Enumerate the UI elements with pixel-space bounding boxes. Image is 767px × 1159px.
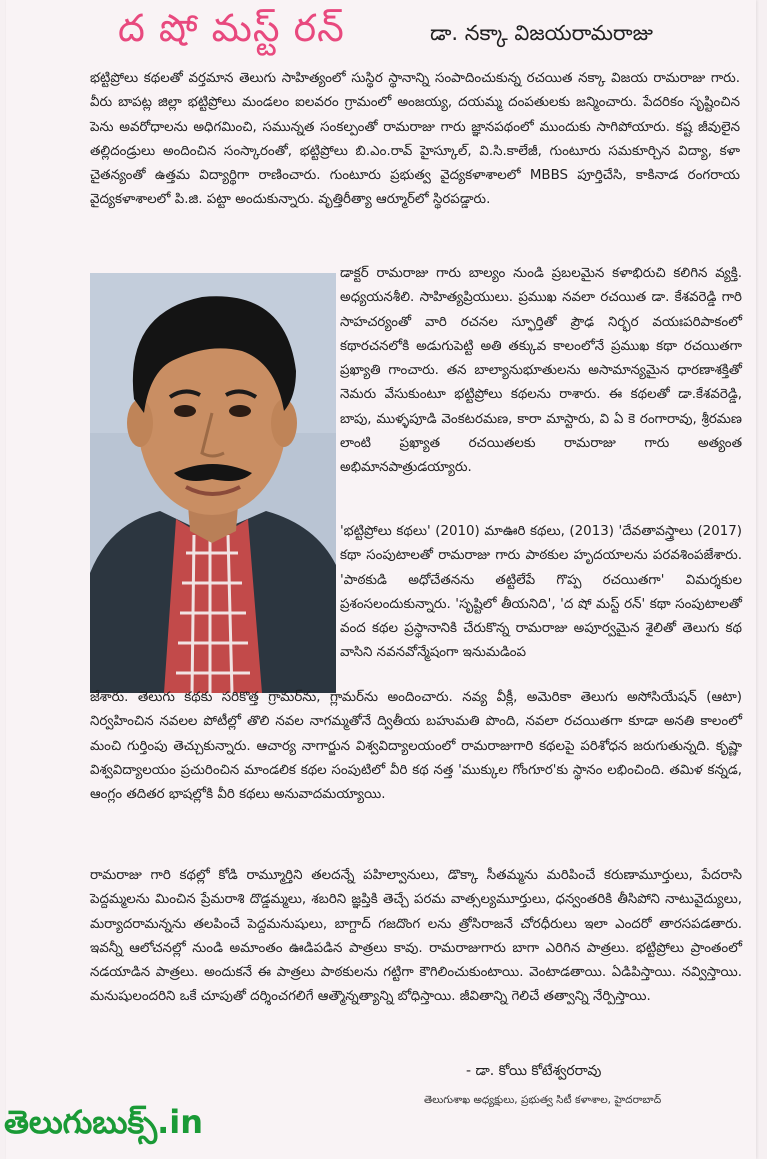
site-watermark: తెలుగుబుక్స్.in — [4, 1103, 204, 1141]
book-back-cover — [6, 0, 756, 1159]
characters-paragraph: రామరాజు గారి కథల్లో కోడి రామ్మూర్తిని తలదన్నే పహిల్వానులు, డొక్కా సీతమ్మను మరిపించే కరుణామూర్తులు, పేదరాసి పెద్దమ్మలను మించిన ప్రేమరాశి దొడ్డమ్మలు, శబరిని జ్ఞప్తికి తెచ్చే పరమ వాత్సల్యమూర్తులు, ధన్వంతరికి తీసిపోని నాటువైద్యులు, మర్యాదరామన్నను తలపించే పెద్దమనుషులు, బాగ్దాద్ గజదొంగ లను త్రోసిరాజనే చోరధీరులు ఇలా ఎందరో తారసపడతారు. ఇవన్నీ ఆలోచనల్లో నుండి అమాంతం ఊడిపడిన పాత్రలు కావు. రామరాజుగారు బాగా ఎరిగిన పాత్రలు. భట్టిప్రోలు ప్రాంతంలో నడయాడిన పాత్రలు. అందుకనే ఈ పాత్రలు పాఠకులను గట్టిగా కౌగిలించుకుంటాయి. వెంటాడతాయి. ఏడిపిస్తాయి. నవ్విస్తాయి. మనుషులందరిని ఒకే చూపుతో దర్శించగలిగే ఆత్మౌన్నత్యాన్ని బోధిస్తాయి. జీవితాన్ని గెలిచే తత్వాన్ని నేర్పిస్తాయి. — [90, 868, 742, 1005]
reviewer-signature: - డా. కోయి కోటేశ్వరరావు — [466, 1063, 602, 1079]
reviewer-designation: తెలుగుశాఖ అధ్యక్షులు, ప్రభుత్వ సిటీ కళాశాల, హైదరాబాద్ — [424, 1094, 662, 1106]
page-header — [6, 0, 756, 58]
story-collections-paragraph: 'భట్టిప్రోలు కథలు' (2010) మాఊరి కథలు, (2013) 'దేవతావస్త్రాలు (2017) కథా సంపుటాలతో రామరాజు గారు పాఠకుల హృదయాలను పరవశింపజేశారు. 'పాఠకుడి అధోచేతనను తట్టిలేపే గొప్ప రచయితగా' విమర్శకుల ప్రశంసలందుకున్నారు. 'సృష్టిలో తీయనిది', 'ద షో మస్ట్ రన్' కథా సంపుటాలతో వంద కథల ప్రస్థానానికి చేరుకొన్న రామరాజు అపూర్వమైన శైలితో తెలుగు కథ వాసిని నవనవోన్మేషంగా ఇనుమడింప — [340, 524, 742, 661]
book-title: ద షో మస్ట్ రన్ — [118, 6, 345, 50]
author-photo — [90, 273, 336, 693]
author-name: డా. నక్కా విజయరామరాజు — [430, 21, 653, 45]
literary-career-paragraph: డాక్టర్ రామరాజు గారు బాల్యం నుండి ప్రబలమైన కళాభిరుచి కలిగిన వ్యక్తి. అధ్యయనశీలి. సాహిత్యప్రియులు. ప్రముఖ నవలా రచయిత డా. కేశవరెడ్డి గారి సాహచర్యంతో వారి రచనల స్ఫూర్తితో ప్రౌఢ నిర్భర వయఃపరిపాకంలో కథారచనలోకి అడుగుపెట్టి అతి తక్కువ కాలంలోనే ప్రముఖ కథా రచయితగా ప్రఖ్యాతి గాంచారు. తన బాల్యానుభూతులను అసామాన్యమైన ధారణాశక్తితో నెమరు వేసుకుంటూ భట్టిప్రోలు కథలను రాశారు. ఈ కథలతో డా.కేశవరెడ్డి, బాపు, ముళ్ళపూడి వెంకటరమణ, కారా మాస్టారు, వి ఏ కె రంగారావు, శ్రీరమణ లాంటి ప్రఖ్యాత రచయితలకు రామరాజు గారు అత్యంత అభిమానపాత్రుడయ్యారు. — [340, 266, 742, 476]
intro-paragraph: భట్టిప్రోలు కథలతో వర్తమాన తెలుగు సాహిత్యంలో సుస్థిర స్థానాన్ని సంపాదించుకున్న రచయిత నక్కా విజయ రామరాజు గారు. వీరు బాపట్ల జిల్లా భట్టిప్రోలు మండలం ఐలవరం గ్రామంలో అంజయ్య, దయమ్మ దంపతులకు జన్మించారు. పేదరికం సృష్టించిన పెను అవరోధాలను అధిగమించి, సమున్నత సంకల్పంతో రామరాజు గారు జ్ఞానపథంలో ముందుకు సాగిపోయారు. కష్ట జీవులైన తల్లిదండ్రులు అందించిన సంస్కారంతో, భట్టిప్రోలు బి.ఎం.రావ్ హైస్కూల్, వి.సి.కాలేజీ, గుంటూరు సమకూర్చిన విద్యా, కళా చైతన్యంతో ఉత్తమ విద్యార్థిగా రాణించారు. గుంటూరు ప్రభుత్వ వైద్యకళాశాలలో MBBS పూర్తిచేసి, కాకినాడ రంగరాయ వైద్యకళాశాలలో పి.జి. పట్టా అందుకున్నారు. వృత్తిరీత్యా ఆర్మూర్‌లో స్థిరపడ్డారు. — [90, 71, 740, 208]
awards-paragraph: జేశారు. తెలుగు కథకు సరికొత్త గ్రామర్‌ను, గ్లామర్‌ను అందించారు. నవ్య వీక్లీ, అమెరికా తెలుగు అసోసియేషన్ (ఆటా) నిర్వహించిన నవలల పోటీల్లో తొలి నవల నాగమ్మతోనే ద్వితీయ బహుమతి పొంది, నవలా రచయితగా కూడా అనతి కాలంలో మంచి గుర్తింపు తెచ్చుకున్నారు. ఆచార్య నాగార్జున విశ్వవిద్యాలయంలో రామరాజుగారి కథలపై పరిశోధన జరుగుతున్నది. కృష్ణా విశ్వవిద్యాలయం ప్రచురించిన మాండలిక కథల సంపుటిలో వీరి కథ నత్త 'ముక్కుల గోంగూర'కు స్థానం లభించింది. తమిళ కన్నడ, ఆంగ్లం తదితర భాషల్లోకి వీరి కథలు అనువాదమయ్యాయి. — [90, 690, 742, 803]
